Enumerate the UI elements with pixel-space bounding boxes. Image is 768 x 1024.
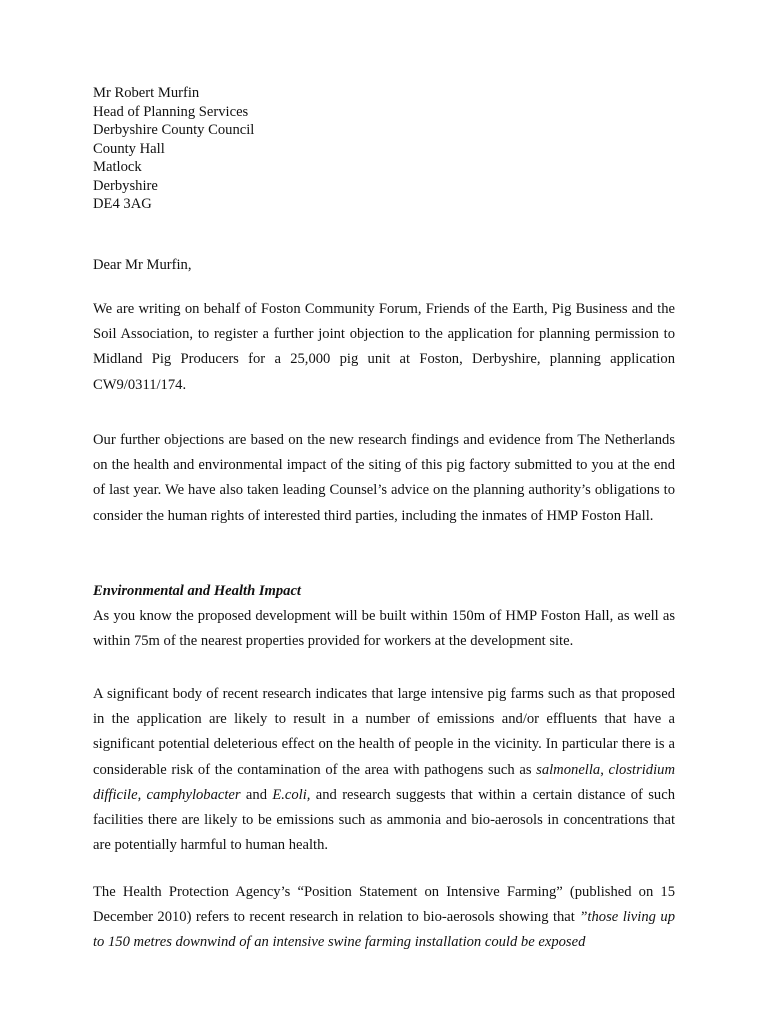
recipient-building: County Hall [93, 140, 165, 157]
paragraph-text [93, 682, 675, 858]
separator: , [600, 761, 609, 778]
paragraph-research [93, 682, 675, 858]
recipient-address [93, 84, 254, 214]
paragraph-text: Our further objections are based on the new research findings and evidence from The Netherlands on the health and environmental impact of the siting of this pig factory submitted to you at the end of last year. We have also taken leading Counsel’s advice on the planning authority’s obligations to consider the human rights of interested third parties, including the inmates of HMP Foston Hall. [93, 432, 675, 524]
section-heading: Environmental and Health Impact [93, 583, 301, 599]
recipient-organisation: Derbyshire County Council [93, 122, 255, 138]
recipient-name: Mr Robert Murfin [93, 85, 200, 101]
paragraph-hpa-statement [93, 880, 675, 956]
section-environmental-health [93, 579, 675, 655]
separator: and [240, 786, 273, 803]
pathogen-salmonella: salmonella [536, 761, 601, 778]
paragraph-text [93, 880, 675, 956]
hpa-text: The Health Protection Agency’s “Position Statement on Intensive Farming” (published on 15 December 2010) refers to recent research in relation to bio-aerosols showing that [93, 884, 675, 926]
recipient-postcode: DE4 3AG [93, 196, 152, 212]
paragraph-proximity: As you know the proposed development will be built within 150m of HMP Foston Hall, as well as within 75m of the nearest properties provided for workers at the development site. [93, 608, 675, 650]
recipient-title: Head of Planning Services [93, 103, 249, 120]
recipient-town: Matlock [93, 159, 142, 175]
pathogen-ecoli: E.coli, [272, 786, 311, 803]
pathogen-clostridium-camphylobacter: clostridium difficile, camphylobacter [93, 761, 675, 803]
paragraph-intro [93, 297, 675, 398]
research-text-intro: A significant body of recent research indicates that large intensive pig farms such as that proposed in the application are likely to result in a number of emissions and/or effluents that have a significant potential deleterious effect on the health of people in the vicinity. In particular there is a considerable risk of the contamination of the area with pathogens such as [93, 686, 675, 778]
salutation: Dear Mr Murfin, [93, 257, 192, 273]
paragraph-text: We are writing on behalf of Foston Community Forum, Friends of the Earth, Pig Business and the Soil Association, to register a further joint objection to the application for planning permission to Midland Pig Producers for a 25,000 pig unit at Foston, Derbyshire, planning application CW9/0311/174. [93, 301, 675, 393]
paragraph-further-objections [93, 428, 675, 529]
hpa-quote: ”those living up to 150 metres downwind of an intensive swine farming installation could be exposed [93, 909, 675, 951]
recipient-county: Derbyshire [93, 177, 158, 194]
research-text-outro: and research suggests that within a certain distance of such facilities there are likely to be emissions such as ammonia and bio-aerosols in concentrations that are potentially harmful to human health. [93, 786, 676, 854]
